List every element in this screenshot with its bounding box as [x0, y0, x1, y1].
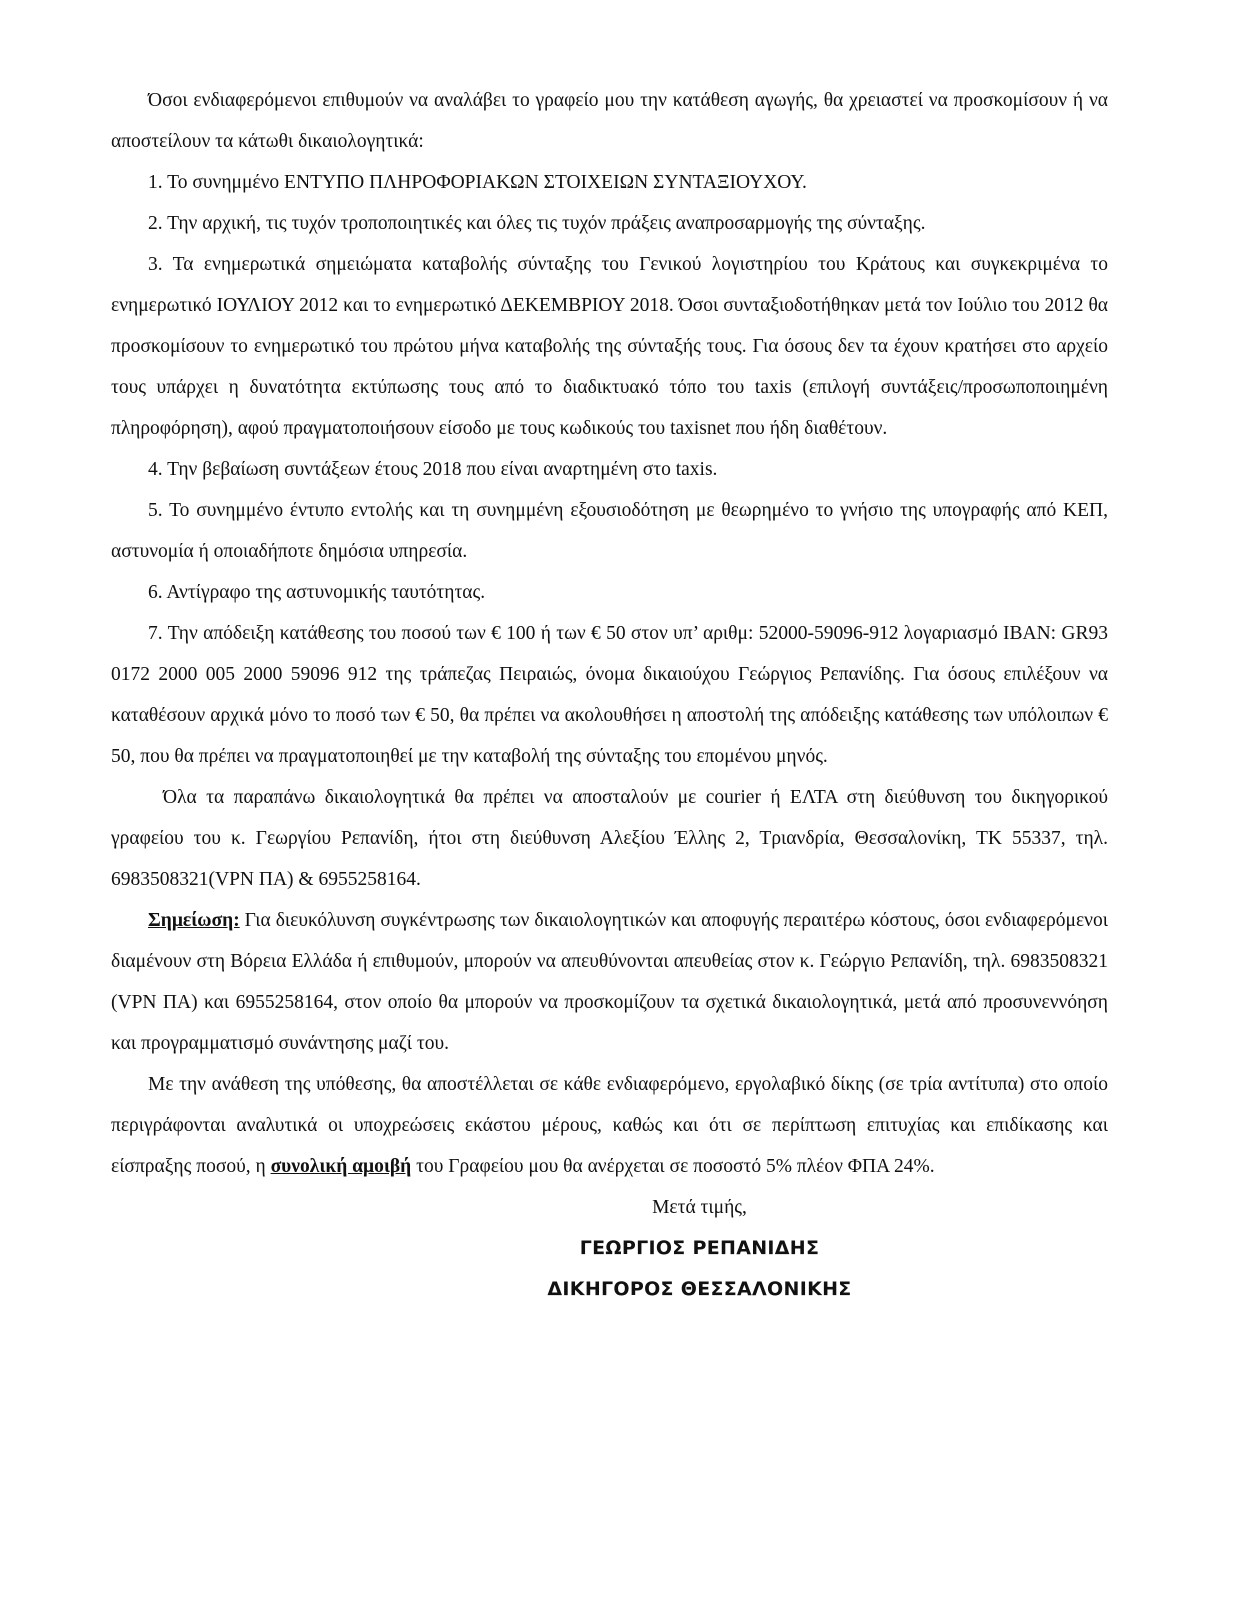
fee-text-after: του Γραφείου μου θα ανέρχεται σε ποσοστό 5% πλέον ΦΠΑ 24%.	[411, 1156, 935, 1177]
list-item: 4. Την βεβαίωση συντάξεων έτους 2018 που είναι αναρτημένη στο taxis.	[148, 459, 718, 480]
list-item: 7. Την απόδειξη κατάθεσης του ποσού των € 100 ή των € 50 στον υπ’ αριθμ: 52000-59096-912 λογαριασμό IBAN: GR93 0172 2000 005 2000 59096 912 της τράπεζας Πειραιώς, όνομα δικαιούχου Γεώργιος Ρεπανίδης. Για όσους επιλέξουν να καταθέσουν αρχικά μόνο το ποσό των € 50, θα πρέπει να ακολουθήσει η αποστολή της απόδειξης κατάθεσης των υπόλοιπων € 50, που θα πρέπει να πραγματοποιηθεί με την καταβολή της σύνταξης του επομένου μηνός.	[111, 623, 1108, 767]
signature-title: ΔΙΚΗΓΟΡΟΣ ΘΕΣΣΑΛΟΝΙΚΗΣ	[547, 1278, 852, 1300]
signature-name: ΓΕΩΡΓΙΟΣ ΡΕΠΑΝΙΔΗΣ	[579, 1237, 820, 1259]
list-item: 3. Τα ενημερωτικά σημειώματα καταβολής σύνταξης του Γενικού λογιστηρίου του Κράτους και συγκεκριμένα το ενημερωτικό ΙΟΥΛΙΟΥ 2012 και το ενημερωτικό ΔΕΚΕΜΒΡΙΟΥ 2018. Όσοι συνταξιοδοτήθηκαν μετά τον Ιούλιο του 2012 θα προσκομίσουν το ενημερωτικό του πρώτου μήνα καταβολής της σύνταξής τους. Για όσους δεν τα έχουν κρατήσει στο αρχείο τους υπάρχει η δυνατότητα εκτύπωσης τους από το διαδικτυακό τόπο του taxis (επιλογή συντάξεις/προσωποποιημένη πληροφόρηση), αφού πραγματοποιήσουν είσοδο με τους κωδικούς του taxisnet που ήδη διαθέτουν.	[111, 254, 1108, 439]
list-item: 1. Το συνημμένο ΕΝΤΥΠΟ ΠΛΗΡΟΦΟΡΙΑΚΩΝ ΣΤΟΙΧΕΙΩΝ ΣΥΝΤΑΞΙΟΥΧΟΥ.	[148, 172, 807, 193]
note-paragraph	[111, 900, 1108, 1064]
list-item: 5. Το συνημμένο έντυπο εντολής και τη συνημμένη εξουσιοδότηση με θεωρημένο το γνήσιο της υπογραφής από ΚΕΠ, αστυνομία ή οποιαδήποτε δημόσια υπηρεσία.	[111, 500, 1108, 562]
intro-paragraph: Όσοι ενδιαφερόμενοι επιθυμούν να αναλάβει το γραφείο μου την κατάθεση αγωγής, θα χρειαστεί να προσκομίσουν ή να αποστείλουν τα κάτωθι δικαιολογητικά:	[111, 90, 1108, 152]
list-item: 2. Την αρχική, τις τυχόν τροποποιητικές και όλες τις τυχόν πράξεις αναπροσαρμογής της σύνταξης.	[148, 213, 926, 234]
fee-emphasis: συνολική αμοιβή	[270, 1156, 412, 1177]
note-text: Για διευκόλυνση συγκέντρωσης των δικαιολογητικών και αποφυγής περαιτέρω κόστους, όσοι ενδιαφερόμενοι διαμένουν στη Βόρεια Ελλάδα ή επιθυμούν, μπορούν να απευθύνονται απευθείας στον κ. Γεώργιο Ρεπανίδη, τηλ. 6983508321 (VPN ΠΑ) και 6955258164, στον οποίο θα μπορούν να προσκομίζουν τα σχετικά δικαιολογητικά, μετά από προσυνεννόηση και προγραμματισμό συνάντησης μαζί του.	[111, 910, 1108, 1054]
list-item: 6. Αντίγραφο της αστυνομικής ταυτότητας.	[148, 582, 486, 603]
fee-text-before: Με την ανάθεση της υπόθεσης, θα αποστέλλεται σε κάθε ενδιαφερόμενο, εργολαβικό δίκης (σε τρία αντίτυπα) στο οποίο περιγράφονται αναλυτικά οι υποχρεώσεις εκάστου μέρους, καθώς και ότι σε περίπτωση επιτυχίας και επιδίκασης και είσπραξης ποσού, η	[111, 1074, 1108, 1177]
fee-paragraph	[111, 1064, 1108, 1187]
shipping-paragraph: Όλα τα παραπάνω δικαιολογητικά θα πρέπει να αποσταλούν με courier ή ΕΛΤΑ στη διεύθυνση του δικηγορικού γραφείου του κ. Γεωργίου Ρεπανίδη, ήτοι στη διεύθυνση Αλεξίου Έλλης 2, Τριανδρία, Θεσσαλονίκη, ΤΚ 55337, τηλ. 6983508321(VPN ΠΑ) & 6955258164.	[111, 787, 1108, 890]
document-page	[111, 80, 1108, 1310]
note-label: Σημείωση:	[148, 910, 240, 931]
closing-salutation: Μετά τιμής,	[652, 1197, 747, 1218]
